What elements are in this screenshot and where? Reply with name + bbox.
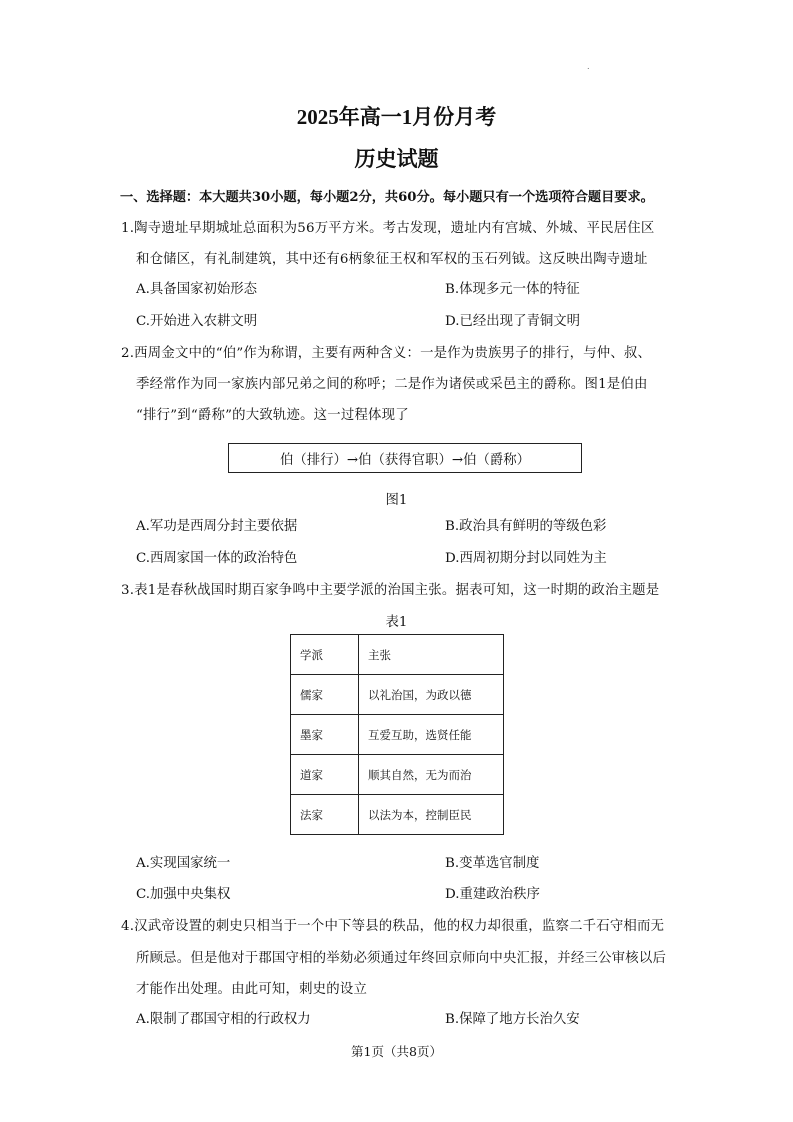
q2-option-b: B.政治具有鲜明的等级色彩 — [445, 519, 607, 534]
table-header-row — [291, 635, 504, 675]
q2-option-a: A.军功是西周分封主要依据 — [136, 519, 298, 534]
table-cell-proposition: 顺其自然，无为而治 — [359, 755, 504, 795]
q1-option-a: A.具备国家初始形态 — [136, 282, 258, 297]
table-cell-school: 法家 — [291, 795, 359, 835]
table-cell-proposition: 互爱互助，选贤任能 — [359, 715, 504, 755]
table-cell-school: 儒家 — [291, 675, 359, 715]
table-header-cell: 主张 — [359, 635, 504, 675]
q3-option-b: B.变革选官制度 — [445, 856, 540, 871]
table-cell-proposition: 以法为本，控制臣民 — [359, 795, 504, 835]
school-of-thought-table — [290, 634, 504, 835]
q2-option-c: C.西周家国一体的政治特色 — [136, 551, 298, 566]
q2-line-1: 2.西周金文中的“伯”作为称谓，主要有两种含义：一是作为贵族男子的排行，与仲、叔、 — [121, 346, 652, 361]
q3-option-d: D.重建政治秩序 — [445, 887, 540, 902]
q3-option-c: C.加强中央集权 — [136, 887, 231, 902]
table-cell-school: 墨家 — [291, 715, 359, 755]
q4-line-2: 所顾忌。但是他对于郡国守相的举劾必须通过年终回京师向中央汇报，并经三公审核以后 — [136, 951, 667, 966]
q2-line-2: 季经常作为同一家族内部兄弟之间的称呼；二是作为诸侯或采邑主的爵称。图1是伯由 — [136, 377, 648, 392]
q3-line-1: 3.表1是春秋战国时期百家争鸣中主要学派的治国主张。据表可知，这一时期的政治主题是 — [121, 583, 660, 598]
q4-line-1: 4.汉武帝设置的刺史只相当于一个中下等县的秩品，他的权力却很重，监察二千石守相而无 — [121, 919, 665, 934]
table-row — [291, 675, 504, 715]
q3-option-a: A.实现国家统一 — [136, 856, 231, 871]
q1-option-c: C.开始进入农耕文明 — [136, 314, 258, 329]
table-cell-proposition: 以礼治国，为政以德 — [359, 675, 504, 715]
figure-1-flow-box — [228, 443, 582, 473]
table-cell-school: 道家 — [291, 755, 359, 795]
q2-option-d: D.西周初期分封以同姓为主 — [445, 551, 607, 566]
q1-option-d: D.已经出现了青铜文明 — [445, 314, 581, 329]
q4-option-b: B.保障了地方长治久安 — [445, 1012, 580, 1027]
q4-line-3: 才能作出处理。由此可知，刺史的设立 — [136, 982, 368, 997]
scan-speck: . — [587, 62, 590, 71]
subject-title: 历史试题 — [354, 147, 439, 171]
exam-title: 2025年高一1月份月考 — [296, 105, 497, 129]
q1-line-2: 和仓储区，有礼制建筑，其中还有6柄象征王权和军权的玉石列钺。这反映出陶寺遗址 — [136, 252, 648, 267]
q4-option-a: A.限制了郡国守相的行政权力 — [136, 1012, 311, 1027]
table-row — [291, 795, 504, 835]
table-header-cell: 学派 — [291, 635, 359, 675]
table-1-caption: 表1 — [385, 615, 408, 630]
figure-1-flow-text: 伯（排行）→伯（获得官职）→伯（爵称） — [279, 452, 531, 468]
q1-option-b: B.体现多元一体的特征 — [445, 282, 580, 297]
q1-line-1: 1.陶寺遗址早期城址总面积为56万平方米。考古发现，遗址内有宫城、外城、平民居住区 — [121, 221, 655, 236]
q2-line-3: “排行”到“爵称”的大致轨迹。这一过程体现了 — [136, 408, 409, 423]
figure-1-caption: 图1 — [385, 493, 408, 508]
table-row — [291, 715, 504, 755]
section-heading: 一、选择题：本大题共30小题，每小题2分，共60分。每小题只有一个选项符合题目要求。 — [120, 190, 654, 205]
page-footer: 第1页（共8页） — [351, 1044, 442, 1059]
table-row — [291, 755, 504, 795]
